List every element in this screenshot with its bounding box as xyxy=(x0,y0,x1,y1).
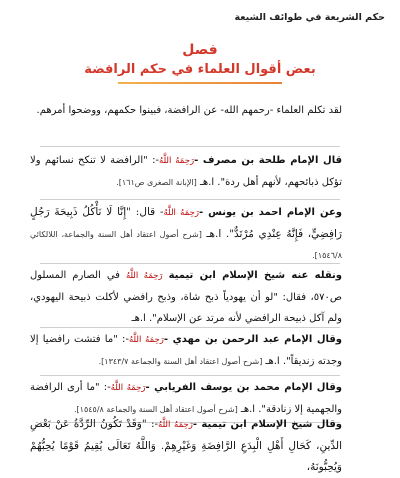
honorific: رَحِمَهُ اللَّهُ xyxy=(159,156,195,166)
quote-talha xyxy=(30,150,342,193)
intro-paragraph: لقد تكلم العلماء -رحمهم الله- عن الرافضة، فبينوا حكمهم، ووضحوا أمرهم. xyxy=(36,105,342,116)
quote-lead: قال الإمام طلحة بن مصرف - xyxy=(194,155,342,166)
quote-ahmad-ibn-yunus xyxy=(30,202,342,266)
running-header: حكم الشريعة في طوائف الشيعة xyxy=(234,12,385,23)
quote-reference: [الإبانة الصغرى ص١٦١]. xyxy=(116,178,197,187)
quote-lead: وقال الإمام محمد بن يوسف الفريابي - xyxy=(145,382,342,393)
heading-underline xyxy=(118,82,282,84)
quote-text: -: "ما أرى الرافضة والجهمية إلا زنادقة". ا.هـ xyxy=(30,382,342,415)
separator xyxy=(40,375,340,376)
section-heading: بعض أقوال العلماء في حكم الرافضة xyxy=(84,62,316,77)
honorific: رَحِمَهُ اللَّهُ xyxy=(110,383,146,393)
honorific: رَحِمَهُ اللَّهُ xyxy=(163,208,199,218)
quote-text: -: "وَقَدْ تَكُونُ الرِّدَّةُ عَنْ بَعْضِ الدِّينِ، كَحَالِ أَهْلِ الْبِدَعِ الرَّافِضَةِ وَغَيْرِهِمْ. وَاللَّهُ تَعَالَى يُقِيمُ قَوْمًا يُحِبُّهُمْ وَيُحِبُّونَهُ، xyxy=(30,418,342,473)
quote-text: -: "الرافضة لا تنكح نسائهم ولا تؤكل ذبائحهم، لأنهم أهل ردة". ا.هـ xyxy=(30,155,342,188)
quote-ibn-taymiyyah-transmission xyxy=(30,265,342,329)
quote-text: في الصارم المسلول ص٥٧٠، فقال: "لو أن يهودياً ذبح شاة، وذبح رافضي لأكلت ذبيحة اليهودي، ولم آكل ذبيحة الرافضي لأنه مرتد عن الإسلام". ا.هـ xyxy=(30,270,342,324)
separator xyxy=(40,146,340,147)
separator xyxy=(40,199,340,200)
quote-lead: ونقله عنه شيخ الإسلام ابن تيمية xyxy=(168,270,342,281)
quote-lead: وقال الإمام عبد الرحمن بن مهدي - xyxy=(163,334,343,345)
honorific: رَحِمَهُ اللَّهُ xyxy=(158,420,193,430)
quote-reference: [شرح أصول اعتقاد أهل السنة والجماعة ١٥٤٥/٨]. xyxy=(73,405,238,414)
quote-ibn-taymiyyah xyxy=(30,414,342,478)
quote-lead: وعن الإمام احمد بن يونس - xyxy=(198,207,342,218)
quote-reference: [شرح أصول اعتقاد أهل السنة والجماعة، اللالكائي ١٥٤٦/٨]. xyxy=(30,230,342,260)
quote-reference: [شرح أصول اعتقاد أهل السنة والجماعة ١٣٤٣/٧]. xyxy=(98,357,263,366)
quote-lead: وقال شيخ الإسلام ابن تيمية - xyxy=(192,419,342,430)
section-title: فصل xyxy=(182,42,218,58)
separator xyxy=(40,263,340,264)
quote-text: - قال: "إِنَّا لَا نَأْكُلُ ذَبِيحَةَ رَجُلٍ رَافِضِيٍّ، فَإِنَّهُ عِنْدِي مُرْتَدٌّ". ا.هـ xyxy=(30,206,342,240)
honorific: رَحِمَهُ اللَّهُ xyxy=(125,271,163,281)
quote-text: -: "ما فتشت رافضيا إلا وجدته زنديقاً". ا.هـ xyxy=(30,334,342,367)
honorific: رَحِمَهُ اللَّهُ xyxy=(129,335,164,345)
separator xyxy=(40,327,340,328)
quote-ibn-mahdi xyxy=(30,329,342,372)
